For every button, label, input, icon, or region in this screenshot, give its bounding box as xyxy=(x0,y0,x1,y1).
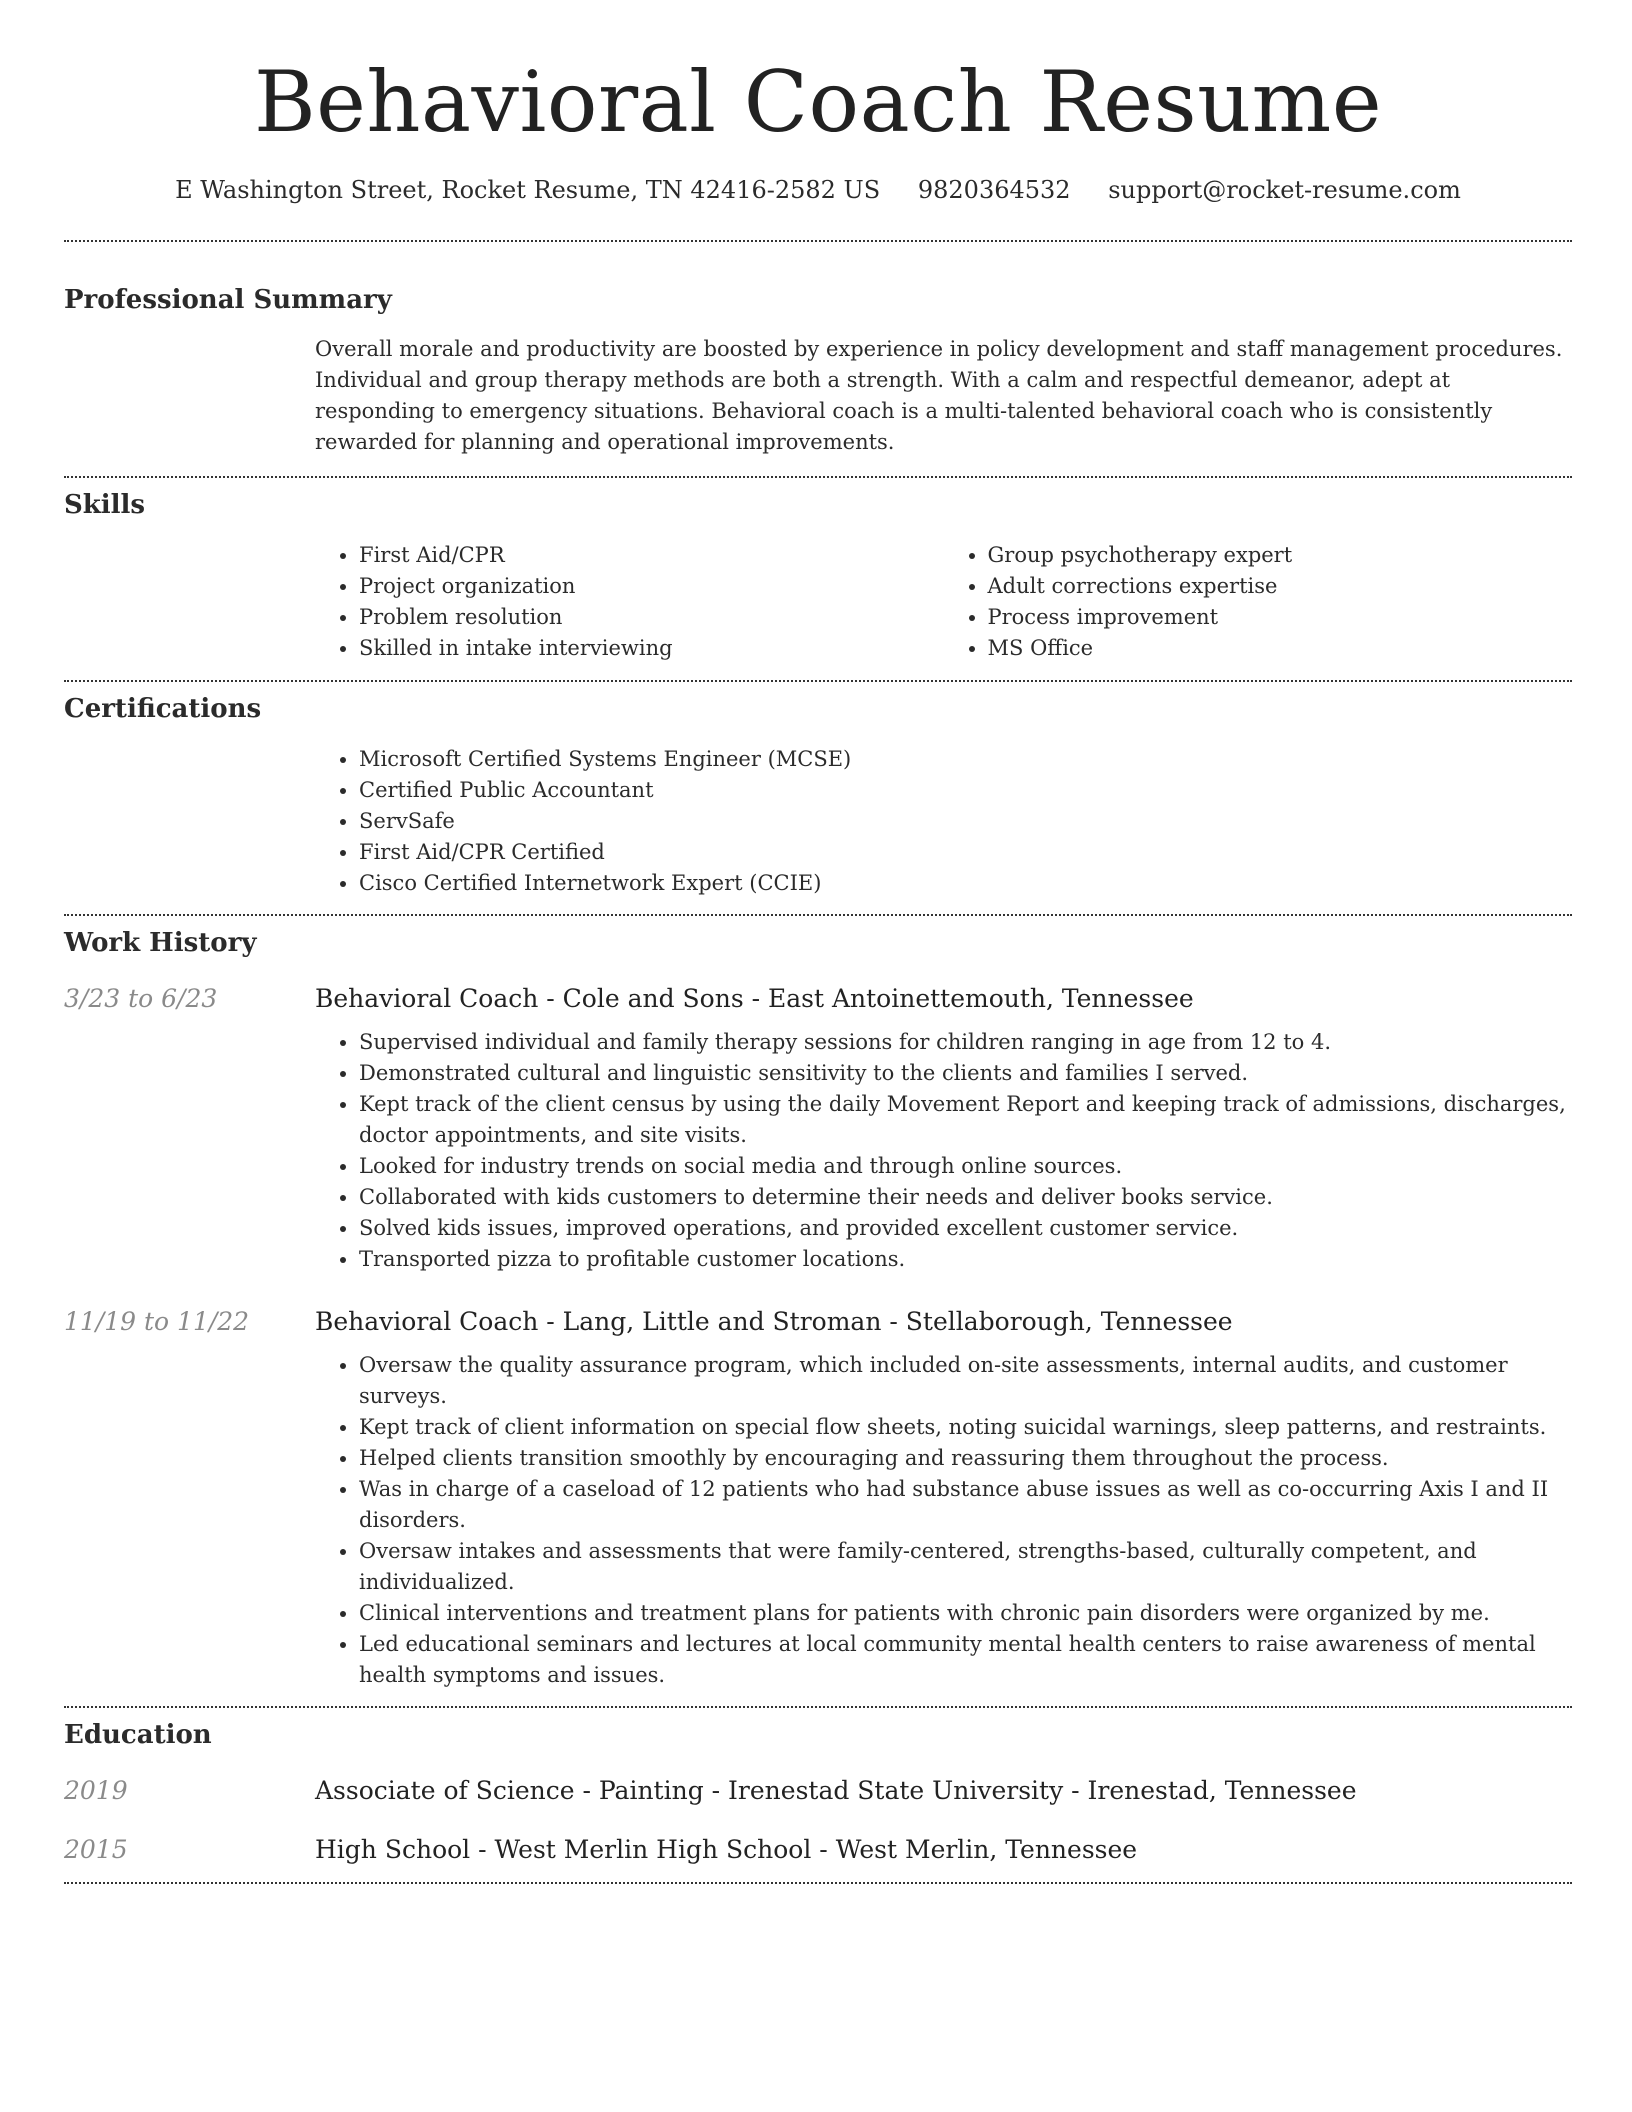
job-bullet: • Transported pizza to profitable customer locations. xyxy=(359,1244,1572,1275)
resume-title: Behavioral Coach Resume xyxy=(253,53,1383,151)
education-text: Associate of Science - Painting - Irenestad State University - Irenestad, Tennessee xyxy=(315,1776,1357,1805)
skill-item: • Problem resolution xyxy=(359,602,944,633)
job-bullet: • Supervised individual and family therapy sessions for children ranging in age from 12 to 4. xyxy=(359,1027,1572,1058)
job-bullet-list xyxy=(315,1350,1572,1691)
certifications-items xyxy=(315,744,1572,899)
certification-item: • ServSafe xyxy=(359,806,1572,837)
divider xyxy=(64,1882,1572,1884)
skills-left-column xyxy=(315,540,944,664)
contact-line xyxy=(64,174,1572,206)
job-header xyxy=(64,984,1572,1013)
job-bullet: • Oversaw the quality assurance program, which included on-site assessments, internal audits, and customer surveys. xyxy=(359,1350,1572,1412)
education-year: 2019 xyxy=(64,1776,128,1805)
job-bullet: • Demonstrated cultural and linguistic sensitivity to the clients and families I served. xyxy=(359,1058,1572,1089)
job-bullet: • Looked for industry trends on social media and through online sources. xyxy=(359,1151,1572,1182)
certification-item: • First Aid/CPR Certified xyxy=(359,837,1572,868)
skills-list xyxy=(315,540,1572,664)
contact-email: support@rocket-resume.com xyxy=(1108,176,1461,204)
job-dates: 11/19 to 11/22 xyxy=(64,1307,250,1336)
skill-item: • Group psychotherapy expert xyxy=(988,540,1573,571)
summary-heading: Professional Summary xyxy=(64,285,392,315)
job-dates: 3/23 to 6/23 xyxy=(64,984,218,1013)
job-bullets xyxy=(315,1027,1572,1275)
education-item xyxy=(64,1776,1572,1805)
skills-section xyxy=(64,478,1572,664)
resume-page xyxy=(64,0,1572,1884)
job-bullet: • Was in charge of a caseload of 12 patients who had substance abuse issues as well as co-occurring Axis I and II disorders. xyxy=(359,1474,1572,1536)
job-header xyxy=(64,1307,1572,1336)
job-bullet: • Led educational seminars and lectures at local community mental health centers to raise awareness of mental health symptoms and issues. xyxy=(359,1629,1572,1691)
job-bullet: • Kept track of the client census by using the daily Movement Report and keeping track of admissions, discharges, doctor appointments, and site visits. xyxy=(359,1089,1572,1151)
job-bullet: • Kept track of client information on special flow sheets, noting suicidal warnings, sleep patterns, and restraints. xyxy=(359,1412,1572,1443)
certification-item: • Cisco Certified Internetwork Expert (CCIE) xyxy=(359,868,1572,899)
education-text: High School - West Merlin High School - West Merlin, Tennessee xyxy=(315,1835,1138,1864)
job-bullet: • Solved kids issues, improved operations, and provided excellent customer service. xyxy=(359,1213,1572,1244)
skill-item: • MS Office xyxy=(988,633,1573,664)
contact-phone: 9820364532 xyxy=(917,176,1071,204)
certifications-list xyxy=(315,744,1572,899)
summary-section xyxy=(64,242,1572,458)
job-title: Behavioral Coach - Lang, Little and Stroman - Stellaborough, Tennessee xyxy=(315,1307,1233,1336)
job-bullet: • Clinical interventions and treatment plans for patients with chronic pain disorders were organized by me. xyxy=(359,1598,1572,1629)
skill-item: • Project organization xyxy=(359,571,944,602)
skills-heading: Skills xyxy=(64,490,146,520)
certification-item: • Certified Public Accountant xyxy=(359,775,1572,806)
skill-item: • Process improvement xyxy=(988,602,1573,633)
summary-text: Overall morale and productivity are boosted by experience in policy development and staff management procedures. Individual and group therapy methods are both a strength. With a calm and respectful demeanor, adept at responding to emergency situations. Behavioral coach is a multi-talented behavioral coach who is consistently rewarded for planning and operational improvements. xyxy=(315,337,1563,454)
skill-item: • Adult corrections expertise xyxy=(988,571,1573,602)
work-heading: Work History xyxy=(64,928,257,958)
skills-right-column xyxy=(944,540,1573,664)
job-bullet: • Helped clients transition smoothly by encouraging and reassuring them throughout the process. xyxy=(359,1443,1572,1474)
certifications-heading: Certifications xyxy=(64,694,262,724)
job-bullet: • Collaborated with kids customers to determine their needs and deliver books service. xyxy=(359,1182,1572,1213)
contact-address: E Washington Street, Rocket Resume, TN 42416-2582 US xyxy=(175,176,881,204)
education-item xyxy=(64,1835,1572,1864)
certification-item: • Microsoft Certified Systems Engineer (MCSE) xyxy=(359,744,1572,775)
job-bullet: • Oversaw intakes and assessments that were family-centered, strengths-based, culturally competent, and individualized. xyxy=(359,1536,1572,1598)
certifications-section xyxy=(64,682,1572,899)
education-year: 2015 xyxy=(64,1835,128,1864)
skill-item: • Skilled in intake interviewing xyxy=(359,633,944,664)
education-heading: Education xyxy=(64,1720,212,1750)
work-section xyxy=(64,916,1572,1691)
job-bullets xyxy=(315,1350,1572,1691)
skill-item: • First Aid/CPR xyxy=(359,540,944,571)
job-title: Behavioral Coach - Cole and Sons - East Antoinettemouth, Tennessee xyxy=(315,984,1194,1013)
education-section xyxy=(64,1708,1572,1882)
job-bullet-list xyxy=(315,1027,1572,1275)
